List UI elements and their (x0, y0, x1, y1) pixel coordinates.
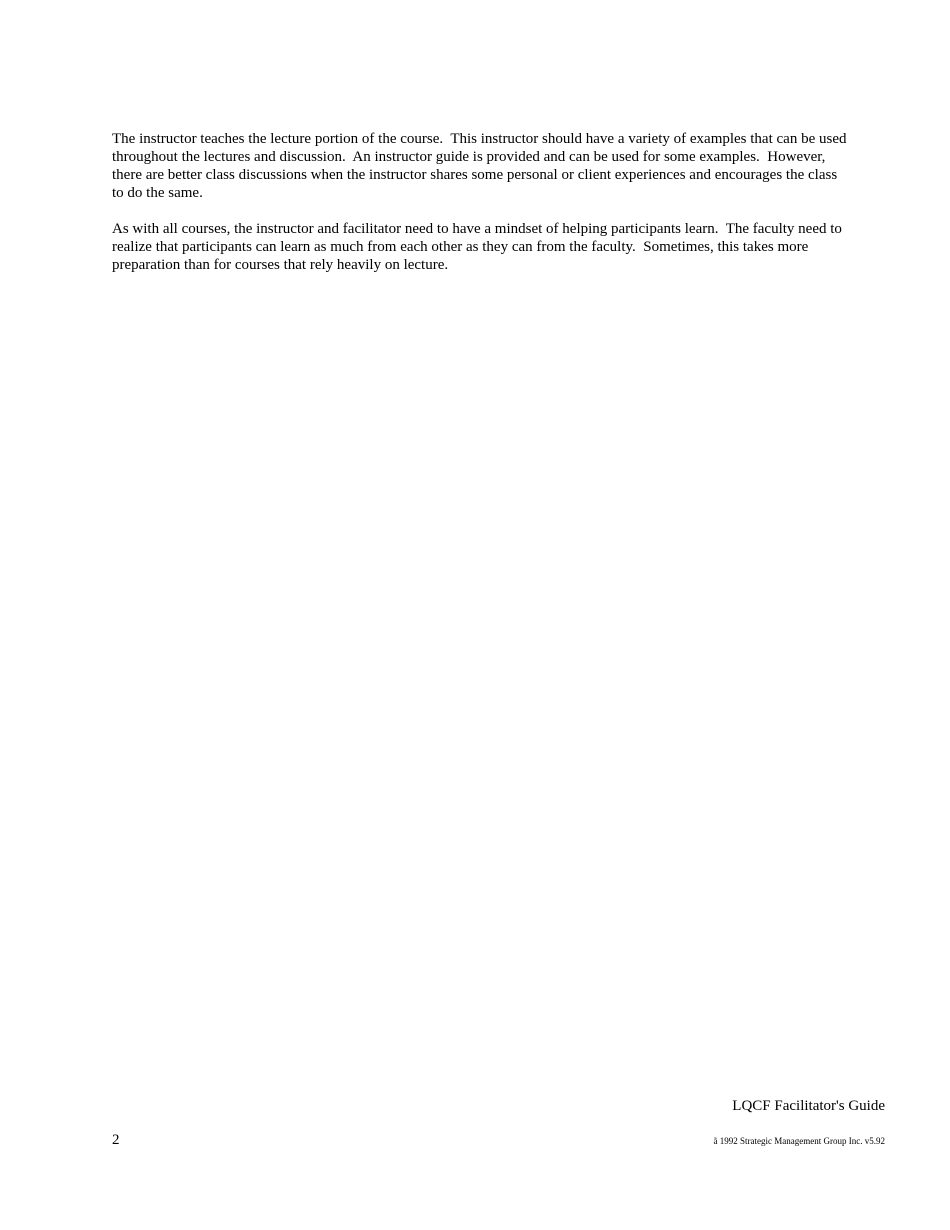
footer-guide-title: LQCF Facilitator's Guide (732, 1098, 885, 1114)
copyright-notice: ã 1992 Strategic Management Group Inc. v5.92 (713, 1136, 885, 1146)
paragraph-faculty-mindset: As with all courses, the instructor and facilitator need to have a mindset of helping participants learn. The faculty need to realize that participants can learn as much from each other as they can from the faculty. Sometimes, this takes more preparation than for courses that rely heavily on lecture. (112, 221, 846, 273)
paragraph-instructor-role: The instructor teaches the lecture portion of the course. This instructor should have a variety of examples that can be used throughout the lectures and discussion. An instructor guide is provided and can be used for some examples. However, there are better class discussions when the instructor shares some personal or client experiences and encourages the class to do the same. (112, 131, 851, 201)
page-number: 2 (112, 1132, 120, 1148)
body-text (112, 130, 851, 292)
